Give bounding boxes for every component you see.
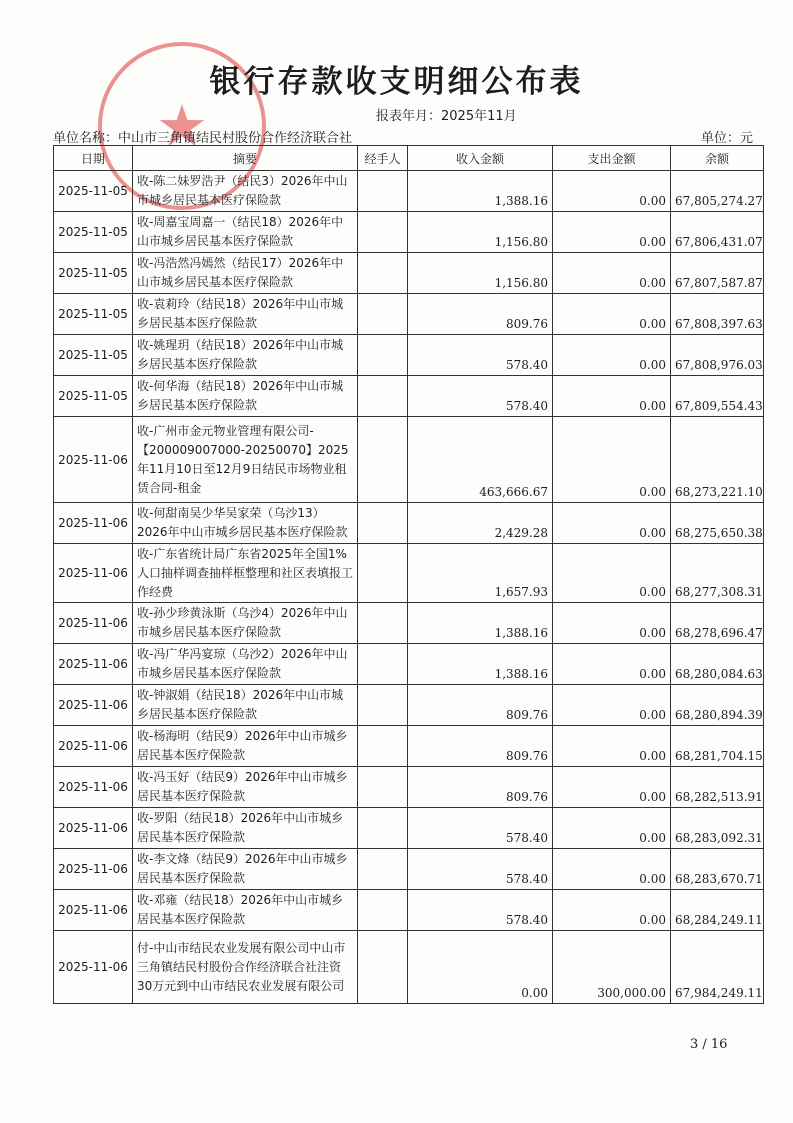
table-row <box>54 503 764 544</box>
unit-name: 中山市三角镇结民村股份合作经济联合社 <box>118 131 353 146</box>
expense-cell: 0.00 <box>553 335 671 376</box>
expense-cell: 0.00 <box>553 294 671 335</box>
memo-cell: 收-冯广华冯宴琼（乌沙2）2026年中山市城乡居民基本医疗保险款 <box>133 644 358 685</box>
handler-cell <box>358 931 408 1004</box>
balance-cell: 68,273,221.10 <box>671 417 764 503</box>
balance-cell: 68,284,249.11 <box>671 890 764 931</box>
table-header-row <box>54 146 764 171</box>
income-cell: 809.76 <box>408 685 553 726</box>
balance-cell: 68,283,092.31 <box>671 808 764 849</box>
handler-cell <box>358 417 408 503</box>
balance-cell: 68,280,084.63 <box>671 644 764 685</box>
expense-cell: 0.00 <box>553 808 671 849</box>
ledger-table <box>53 145 764 1004</box>
handler-cell <box>358 603 408 644</box>
income-cell: 463,666.67 <box>408 417 553 503</box>
handler-cell <box>358 808 408 849</box>
income-cell: 578.40 <box>408 890 553 931</box>
balance-cell: 67,806,431.07 <box>671 212 764 253</box>
header-col-balance: 余额 <box>671 146 764 171</box>
income-cell: 1,156.80 <box>408 212 553 253</box>
balance-cell: 68,277,308.31 <box>671 544 764 603</box>
memo-cell: 收-广东省统计局广东省2025年全国1%人口抽样调查抽样框整理和社区表填报工作经费 <box>133 544 358 603</box>
currency-unit: 单位：元 <box>700 131 753 146</box>
date-cell: 2025-11-05 <box>54 212 133 253</box>
income-cell: 578.40 <box>408 376 553 417</box>
date-cell: 2025-11-06 <box>54 726 133 767</box>
expense-cell: 0.00 <box>553 890 671 931</box>
income-cell: 0.00 <box>408 931 553 1004</box>
memo-cell: 付-中山市结民农业发展有限公司中山市三角镇结民村股份合作经济联合社注资30万元到中山市结民农业发展有限公司 <box>133 931 358 1004</box>
expense-cell: 0.00 <box>553 603 671 644</box>
income-cell: 1,388.16 <box>408 603 553 644</box>
balance-cell: 68,275,650.38 <box>671 503 764 544</box>
expense-cell: 300,000.00 <box>553 931 671 1004</box>
table-row <box>54 335 764 376</box>
memo-cell: 收-姚瑆玥（结民18）2026年中山市城乡居民基本医疗保险款 <box>133 335 358 376</box>
expense-cell: 0.00 <box>553 544 671 603</box>
table-row <box>54 808 764 849</box>
header-col-memo: 摘要 <box>133 146 358 171</box>
date-cell: 2025-11-06 <box>54 890 133 931</box>
handler-cell <box>358 171 408 212</box>
income-cell: 809.76 <box>408 767 553 808</box>
expense-cell: 0.00 <box>553 849 671 890</box>
memo-cell: 收-杨海明（结民9）2026年中山市城乡居民基本医疗保险款 <box>133 726 358 767</box>
balance-cell: 67,809,554.43 <box>671 376 764 417</box>
memo-cell: 收-钟淑娟（结民18）2026年中山市城乡居民基本医疗保险款 <box>133 685 358 726</box>
memo-cell: 收-李文烽（结民9）2026年中山市城乡居民基本医疗保险款 <box>133 849 358 890</box>
income-cell: 1,388.16 <box>408 171 553 212</box>
unit-label: 单位名称： <box>53 131 119 146</box>
expense-cell: 0.00 <box>553 417 671 503</box>
handler-cell <box>358 544 408 603</box>
income-cell: 578.40 <box>408 849 553 890</box>
handler-cell <box>358 253 408 294</box>
handler-cell <box>358 644 408 685</box>
header-col-income: 收入金额 <box>408 146 553 171</box>
date-cell: 2025-11-05 <box>54 335 133 376</box>
header-col-date: 日期 <box>54 146 133 171</box>
handler-cell <box>358 767 408 808</box>
date-cell: 2025-11-06 <box>54 931 133 1004</box>
handler-cell <box>358 503 408 544</box>
header-col-expense: 支出金额 <box>553 146 671 171</box>
memo-cell: 收-陈二妹罗浩尹（结民3）2026年中山市城乡居民基本医疗保险款 <box>133 171 358 212</box>
date-cell: 2025-11-05 <box>54 171 133 212</box>
date-cell: 2025-11-06 <box>54 544 133 603</box>
table-row <box>54 417 764 503</box>
expense-cell: 0.00 <box>553 253 671 294</box>
income-cell: 809.76 <box>408 726 553 767</box>
memo-cell: 收-周嘉宝周嘉一（结民18）2026年中山市城乡居民基本医疗保险款 <box>133 212 358 253</box>
balance-cell: 67,805,274.27 <box>671 171 764 212</box>
expense-cell: 0.00 <box>553 767 671 808</box>
table-row <box>54 685 764 726</box>
balance-cell: 68,282,513.91 <box>671 767 764 808</box>
date-cell: 2025-11-05 <box>54 376 133 417</box>
date-cell: 2025-11-06 <box>54 503 133 544</box>
report-period: 报表年月：2025年11月 <box>376 109 517 124</box>
memo-cell: 收-罗阳（结民18）2026年中山市城乡居民基本医疗保险款 <box>133 808 358 849</box>
table-row <box>54 931 764 1004</box>
balance-cell: 67,807,587.87 <box>671 253 764 294</box>
memo-cell: 收-广州市金元物业管理有限公司-【200009007000-20250070】2025年11月10日至12月9日结民市场物业租赁合同-租金 <box>133 417 358 503</box>
handler-cell <box>358 376 408 417</box>
balance-cell: 68,283,670.71 <box>671 849 764 890</box>
memo-cell: 收-冯玉好（结民9）2026年中山市城乡居民基本医疗保险款 <box>133 767 358 808</box>
balance-cell: 67,808,976.03 <box>671 335 764 376</box>
income-cell: 809.76 <box>408 294 553 335</box>
memo-cell: 收-孙少珍黄泳斯（乌沙4）2026年中山市城乡居民基本医疗保险款 <box>133 603 358 644</box>
expense-cell: 0.00 <box>553 644 671 685</box>
memo-cell: 收-何甜南吴少华吴家荣（乌沙13）2026年中山市城乡居民基本医疗保险款 <box>133 503 358 544</box>
table-row <box>54 544 764 603</box>
table-row <box>54 294 764 335</box>
memo-cell: 收-何华海（结民18）2026年中山市城乡居民基本医疗保险款 <box>133 376 358 417</box>
date-cell: 2025-11-06 <box>54 808 133 849</box>
income-cell: 1,388.16 <box>408 644 553 685</box>
page-title: 银行存款收支明细公布表 <box>209 64 584 100</box>
expense-cell: 0.00 <box>553 376 671 417</box>
table-row <box>54 603 764 644</box>
date-cell: 2025-11-06 <box>54 417 133 503</box>
memo-cell: 收-邓雍（结民18）2026年中山市城乡居民基本医疗保险款 <box>133 890 358 931</box>
balance-cell: 67,808,397.63 <box>671 294 764 335</box>
date-cell: 2025-11-06 <box>54 685 133 726</box>
income-cell: 2,429.28 <box>408 503 553 544</box>
balance-cell: 68,278,696.47 <box>671 603 764 644</box>
date-cell: 2025-11-06 <box>54 603 133 644</box>
page-number: 3 / 16 <box>690 1037 728 1052</box>
expense-cell: 0.00 <box>553 503 671 544</box>
handler-cell <box>358 849 408 890</box>
table-row <box>54 212 764 253</box>
date-cell: 2025-11-05 <box>54 294 133 335</box>
table-row <box>54 849 764 890</box>
handler-cell <box>358 212 408 253</box>
handler-cell <box>358 726 408 767</box>
expense-cell: 0.00 <box>553 171 671 212</box>
table-row <box>54 767 764 808</box>
header-col-handler: 经手人 <box>358 146 408 171</box>
date-cell: 2025-11-06 <box>54 849 133 890</box>
unit-row <box>53 127 763 146</box>
income-cell: 578.40 <box>408 335 553 376</box>
date-cell: 2025-11-05 <box>54 253 133 294</box>
table-row <box>54 726 764 767</box>
table-row <box>54 376 764 417</box>
memo-cell: 收-袁莉玲（结民18）2026年中山市城乡居民基本医疗保险款 <box>133 294 358 335</box>
table-row <box>54 644 764 685</box>
income-cell: 1,657.93 <box>408 544 553 603</box>
expense-cell: 0.00 <box>553 726 671 767</box>
handler-cell <box>358 294 408 335</box>
balance-cell: 68,281,704.15 <box>671 726 764 767</box>
handler-cell <box>358 890 408 931</box>
income-cell: 1,156.80 <box>408 253 553 294</box>
income-cell: 578.40 <box>408 808 553 849</box>
balance-cell: 67,984,249.11 <box>671 931 764 1004</box>
expense-cell: 0.00 <box>553 685 671 726</box>
table-row <box>54 890 764 931</box>
table-row <box>54 253 764 294</box>
memo-cell: 收-冯浩然冯嫣然（结民17）2026年中山市城乡居民基本医疗保险款 <box>133 253 358 294</box>
table-row <box>54 171 764 212</box>
date-cell: 2025-11-06 <box>54 644 133 685</box>
expense-cell: 0.00 <box>553 212 671 253</box>
handler-cell <box>358 335 408 376</box>
handler-cell <box>358 685 408 726</box>
balance-cell: 68,280,894.39 <box>671 685 764 726</box>
seal-star-icon: ★ <box>156 92 208 160</box>
date-cell: 2025-11-06 <box>54 767 133 808</box>
